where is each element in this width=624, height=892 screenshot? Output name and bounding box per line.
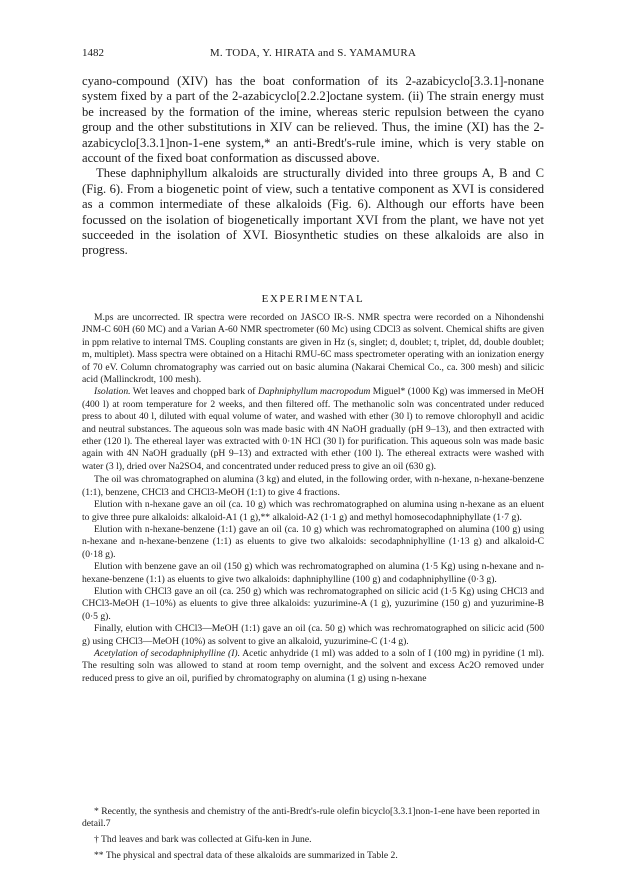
section-heading-experimental: EXPERIMENTAL [261, 293, 365, 305]
acetylation-text: Acetic anhydride (1 ml) was added to a soln of I (100 mg) in pyridine (1 ml). The resulting soln was allowed to stand at room temp overnight, and the solvent and excess Ac2O removed under reduced press to give an oil, purified by chromatography on alumina (1 g) using n-hexane [82, 647, 544, 684]
author-line: M. TODA, Y. HIRATA and S. YAMAMURA [209, 47, 417, 59]
experimental-section [82, 312, 544, 685]
footnotes [82, 806, 544, 866]
elution-hexane-benzene-paragraph: Elution with n-hexane-benzene (1:1) gave an oil (ca. 10 g) which was rechromatographed on alumina (100 g) using n-hexane and n-hexane-benzene (1:1) as eluents to give two alkaloids: secodaphniphylline (1·13 g) and alkaloid-C (0·18 g). [82, 523, 544, 560]
species-name: Daphniphyllum macropodum [257, 386, 371, 398]
acetylation-title: Acetylation of secodaphniphylline (I). [94, 647, 241, 659]
elution-chcl3-paragraph: Elution with CHCl3 gave an oil (ca. 250 g) which was rechromatographed on silicic acid (1·5 Kg) using CHCl3 and CHCl3-MeOH (1–10%) as eluents to give three alkaloids: yuzurimine-A (1 g), yuzurimine (150 g) and yuzurimine-B (0·5 g). [82, 585, 544, 622]
chromatography-paragraph: The oil was chromatographed on alumina (3 kg) and eluted, in the following order, with n-hexane, n-hexane-benzene (1:1), benzene, CHCl3 and CHCl3-MeOH (1:1) to give 4 fractions. [82, 474, 544, 498]
elution-final-paragraph: Finally, elution with CHCl3—MeOH (1:1) gave an oil (ca. 50 g) which was rechromatographed on silicic acid (500 g) using CHCl3—MeOH (10%) as solvent to give an alkaloid, yuzurimine-C (1·4 g). [82, 623, 544, 647]
elution-hexane-paragraph: Elution with n-hexane gave an oil (ca. 10 g) which was rechromatographed on alumina using n-hexane as an eluent to give three pure alkaloids: alkaloid-A1 (1 g),** alkaloid-A2 (1·1 g) and methyl homosecodaphniphyllate (1·7 g). [82, 499, 544, 523]
isolation-title: Isolation. [94, 386, 131, 398]
page-number: 1482 [82, 47, 104, 59]
discussion-text [82, 74, 544, 259]
footnote-table-2: ** The physical and spectral data of these alkaloids are summarized in Table 2. [94, 850, 398, 861]
isolation-paragraph [82, 386, 544, 473]
elution-benzene-paragraph: Elution with benzene gave an oil (150 g) which was rechromatographed on alumina (1·5 Kg) using n-hexane and n-hexane-benzene (1:1) as eluents to give two alkaloids: daphniphylline (100 g) and codaphniphylline (0·3 g). [82, 561, 544, 585]
acetylation-paragraph [82, 648, 544, 685]
paragraph-2: These daphniphyllum alkaloids are structurally divided into three groups A, B and C (Fig. 6). From a biogenetic point of view, such a tentative component as XVI is considered as a common intermediate of these alkaloids (Fig. 6). Although our efforts have been focussed on the isolation of biogenetically important XVI from the plant, we have not yet succeeded in the isolation of XVI. Biosynthetic studies on these alkaloids are also in progress. [82, 166, 544, 258]
paragraph-1: cyano-compound (XIV) has the boat conformation of its 2-azabicyclo[3.3.1]-nonane system fixed by a part of the 2-azabicyclo[2.2.2]octane system. (ii) The strain energy must be increased by the formation of the imine, whereas steric repulsion between the cyano group and the other substitutions in XIV can be relieved. Thus, the imine (XI) has the 2-azabicyclo[3.3.1]non-1-ene system,* an anti-Bredt's-rule imine, which is very stable on account of the fixed boat conformation as discussed above. [82, 74, 544, 166]
footnote-anti-bredt: * Recently, the synthesis and chemistry of the anti-Bredt's-rule olefin bicyclo[3.3.1]non-1-ene have been reported in detail.7 [82, 806, 540, 829]
running-header [82, 47, 544, 63]
isolation-text-a: Wet leaves and chopped bark of [132, 386, 256, 398]
isolation-text-b: Miguel* (1000 Kg) was immersed in MeOH (400 l) at room temperature for 2 weeks, and then filtered off. The methanolic soln was concentrated under reduced press to about 40 l, diluted with equal volume of water, and washed with ether (30 l) to remove chlorophyll and acidic and neutral substances. The aqueous soln was made basic with 4N NaOH gradually (pH 9–13), and then extracted with ether (120 l). The ethereal layer was extracted with 0·1N HCl (30 l) for purification. This aqueous soln was made basic again with 4N NaOH gradually (pH 9–13) and extracted with ether (100 l). The ethereal extracts were washed with water (3 l), dried over Na2SO4, and concentrated under reduced press to give an oil (630 g). [82, 386, 544, 472]
methods-paragraph: M.ps are uncorrected. IR spectra were recorded on JASCO IR-S. NMR spectra were recorded on a Nihondenshi JNM-C 60H (60 MC) and a Varian A-60 NMR spectrometer (60 Mc) using CDCl3 as solvent. Chemical shifts are given in ppm relative to internal TMS. Coupling constants are given in Hz (s, singlet; d, doublet; t, triplet, dd, double doublet; m, multiplet). Mass spectra were obtained on a Hitachi RMU-6C mass spectrometer operating with an ionization energy of 70 eV. Column chromatography was carried out on basic alumina (Nakarai Chemical Co., ca. 300 mesh) and silicic acid (Mallinckrodt, 100 mesh). [82, 312, 544, 386]
footnote-collection: † Thd leaves and bark was collected at Gifu-ken in June. [94, 834, 312, 845]
